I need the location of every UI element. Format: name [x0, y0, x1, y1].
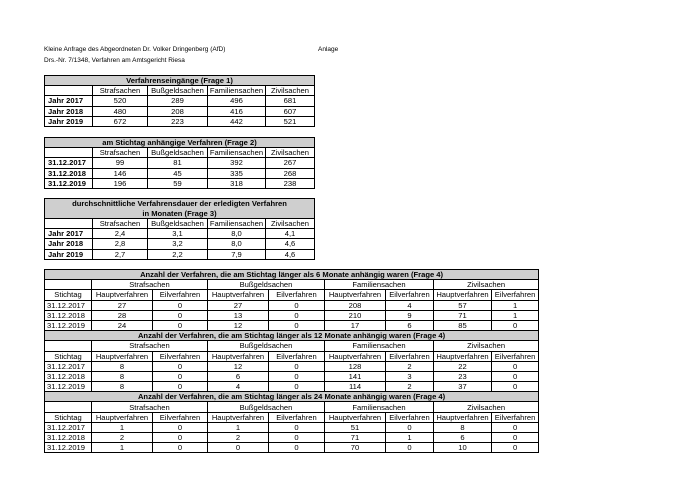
cell: 13 [208, 310, 269, 320]
cell: 210 [325, 310, 386, 320]
group-header: Strafsachen [92, 402, 208, 412]
group-header-row [45, 402, 539, 412]
table-row [45, 96, 315, 106]
sub-header-row [45, 412, 539, 422]
header-line2: Drs.-Nr. 7/1348, Verfahren am Amtsgericht Riesa [44, 57, 185, 64]
cell: 28 [92, 310, 153, 320]
cell: 672 [93, 116, 148, 126]
cell: 1 [208, 422, 269, 432]
cell: 71 [325, 433, 386, 443]
sub-header-row [45, 351, 539, 361]
cell: 22 [434, 361, 492, 371]
table-row [45, 229, 315, 239]
eilverfahren-header: Eilverfahren [386, 290, 434, 300]
cell: 0 [153, 422, 208, 432]
cell: 24 [92, 320, 153, 330]
hauptverfahren-header: Hauptverfahren [434, 412, 492, 422]
cell: 0 [153, 443, 208, 453]
table-row [45, 239, 315, 249]
col-header: Zivilsachen [266, 86, 315, 96]
cell: 128 [325, 361, 386, 371]
cell: 6 [208, 371, 269, 381]
group-header: Strafsachen [92, 280, 208, 290]
cell: 8 [92, 382, 153, 392]
stichtag-header: Stichtag [45, 412, 92, 422]
table-row [45, 422, 539, 432]
group-header: Strafsachen [92, 341, 208, 351]
table-lange-verfahren [44, 269, 539, 453]
cell: 335 [208, 168, 266, 178]
cell: 27 [92, 300, 153, 310]
cell: 0 [492, 382, 539, 392]
cell: 607 [266, 106, 315, 116]
hauptverfahren-header: Hauptverfahren [434, 351, 492, 361]
cell: 17 [325, 320, 386, 330]
table-title-row [45, 199, 315, 219]
cell: 8 [92, 361, 153, 371]
group-header-row [45, 341, 539, 351]
hauptverfahren-header: Hauptverfahren [92, 412, 153, 422]
header-empty-cell [45, 148, 93, 158]
hauptverfahren-header: Hauptverfahren [325, 351, 386, 361]
cell: 0 [269, 433, 325, 443]
section-title-row [45, 270, 539, 280]
cell: 9 [386, 310, 434, 320]
table-row [45, 443, 539, 453]
row-label: Jahr 2017 [45, 96, 93, 106]
table-row [45, 433, 539, 443]
cell: 318 [208, 178, 266, 188]
eilverfahren-header: Eilverfahren [492, 412, 539, 422]
table-row [45, 249, 315, 259]
cell: 3,1 [148, 229, 208, 239]
cell: 0 [153, 371, 208, 381]
eilverfahren-header: Eilverfahren [269, 290, 325, 300]
table-header-row [45, 148, 315, 158]
row-date: 31.12.2019 [45, 382, 92, 392]
cell: 141 [325, 371, 386, 381]
cell: 0 [208, 443, 269, 453]
row-label: Jahr 2017 [45, 229, 93, 239]
row-label: 31.12.2018 [45, 168, 93, 178]
table-header-row [45, 86, 315, 96]
table-title: Verfahrenseingänge (Frage 1) [45, 76, 315, 86]
group-header: Familiensachen [325, 402, 434, 412]
table-row [45, 371, 539, 381]
header-empty-cell [45, 341, 92, 351]
group-header: Familiensachen [325, 341, 434, 351]
eilverfahren-header: Eilverfahren [269, 351, 325, 361]
table-row [45, 168, 315, 178]
cell: 1 [386, 433, 434, 443]
eilverfahren-header: Eilverfahren [492, 351, 539, 361]
cell: 0 [269, 310, 325, 320]
table-title-row [45, 76, 315, 86]
section-title: Anzahl der Verfahren, die am Stichtag länger als 6 Monate anhängig waren (Frage 4) [45, 270, 539, 280]
cell: 10 [434, 443, 492, 453]
row-label: Jahr 2019 [45, 249, 93, 259]
cell: 45 [148, 168, 208, 178]
hauptverfahren-header: Hauptverfahren [325, 290, 386, 300]
col-header: Strafsachen [93, 148, 148, 158]
header-empty-cell [45, 280, 92, 290]
cell: 4 [386, 300, 434, 310]
row-date: 31.12.2017 [45, 300, 92, 310]
cell: 146 [93, 168, 148, 178]
cell: 0 [492, 320, 539, 330]
header-empty-cell [45, 402, 92, 412]
table-row [45, 300, 539, 310]
cell: 289 [148, 96, 208, 106]
cell: 6 [386, 320, 434, 330]
cell: 4 [208, 382, 269, 392]
table-anhaengige-verfahren [44, 137, 315, 189]
cell: 0 [492, 443, 539, 453]
row-label: Jahr 2018 [45, 106, 93, 116]
hauptverfahren-header: Hauptverfahren [208, 290, 269, 300]
cell: 59 [148, 178, 208, 188]
hauptverfahren-header: Hauptverfahren [208, 351, 269, 361]
cell: 0 [492, 433, 539, 443]
eilverfahren-header: Eilverfahren [492, 290, 539, 300]
cell: 0 [492, 361, 539, 371]
cell: 27 [208, 300, 269, 310]
eilverfahren-header: Eilverfahren [269, 412, 325, 422]
cell: 0 [492, 371, 539, 381]
cell: 114 [325, 382, 386, 392]
col-header: Bußgeldsachen [148, 219, 208, 229]
group-header: Zivilsachen [434, 280, 539, 290]
cell: 2,2 [148, 249, 208, 259]
table-title-line2: in Monaten (Frage 3) [142, 208, 217, 218]
row-date: 31.12.2018 [45, 433, 92, 443]
cell: 2 [208, 433, 269, 443]
cell: 520 [93, 96, 148, 106]
header-empty-cell [45, 86, 93, 96]
cell: 0 [269, 361, 325, 371]
table-row [45, 320, 539, 330]
header-line1: Kleine Anfrage des Abgeordneten Dr. Volker Dringenberg (AfD) [44, 46, 226, 53]
row-label: Jahr 2019 [45, 116, 93, 126]
section-title-row [45, 392, 539, 402]
table-row [45, 178, 315, 188]
cell: 0 [269, 371, 325, 381]
cell: 3 [386, 371, 434, 381]
cell: 0 [492, 422, 539, 432]
sub-header-row [45, 290, 539, 300]
cell: 8,0 [208, 239, 266, 249]
group-header: Zivilsachen [434, 341, 539, 351]
cell: 238 [266, 178, 315, 188]
cell: 6 [434, 433, 492, 443]
eilverfahren-header: Eilverfahren [153, 290, 208, 300]
cell: 71 [434, 310, 492, 320]
cell: 480 [93, 106, 148, 116]
hauptverfahren-header: Hauptverfahren [92, 290, 153, 300]
col-header: Zivilsachen [266, 219, 315, 229]
cell: 0 [153, 310, 208, 320]
eilverfahren-header: Eilverfahren [153, 412, 208, 422]
cell: 196 [93, 178, 148, 188]
cell: 4,6 [266, 249, 315, 259]
hauptverfahren-header: Hauptverfahren [434, 290, 492, 300]
cell: 70 [325, 443, 386, 453]
cell: 0 [153, 361, 208, 371]
cell: 4,6 [266, 239, 315, 249]
cell: 2,8 [93, 239, 148, 249]
row-date: 31.12.2018 [45, 371, 92, 381]
row-label: 31.12.2017 [45, 158, 93, 168]
cell: 496 [208, 96, 266, 106]
table-row [45, 106, 315, 116]
table-verfahrenseingaenge [44, 75, 315, 127]
hauptverfahren-header: Hauptverfahren [325, 412, 386, 422]
cell: 268 [266, 168, 315, 178]
cell: 267 [266, 158, 315, 168]
table-header-row [45, 219, 315, 229]
cell: 521 [266, 116, 315, 126]
cell: 4,1 [266, 229, 315, 239]
cell: 416 [208, 106, 266, 116]
section-title: Anzahl der Verfahren, die am Stichtag länger als 24 Monate anhängig waren (Frage 4) [45, 392, 539, 402]
section-title: Anzahl der Verfahren, die am Stichtag länger als 12 Monate anhängig waren (Frage 4) [45, 331, 539, 341]
cell: 8,0 [208, 229, 266, 239]
cell: 85 [434, 320, 492, 330]
col-header: Strafsachen [93, 86, 148, 96]
row-date: 31.12.2019 [45, 320, 92, 330]
cell: 0 [386, 443, 434, 453]
row-label: Jahr 2018 [45, 239, 93, 249]
cell: 0 [153, 382, 208, 392]
cell: 81 [148, 158, 208, 168]
cell: 37 [434, 382, 492, 392]
cell: 442 [208, 116, 266, 126]
cell: 0 [386, 422, 434, 432]
stichtag-header: Stichtag [45, 290, 92, 300]
cell: 51 [325, 422, 386, 432]
row-date: 31.12.2018 [45, 310, 92, 320]
cell: 208 [148, 106, 208, 116]
col-header: Bußgeldsachen [148, 148, 208, 158]
cell: 12 [208, 361, 269, 371]
cell: 1 [92, 443, 153, 453]
cell: 0 [269, 422, 325, 432]
table-row [45, 310, 539, 320]
col-header: Familiensachen [208, 148, 266, 158]
cell: 12 [208, 320, 269, 330]
cell: 208 [325, 300, 386, 310]
cell: 1 [92, 422, 153, 432]
cell: 99 [93, 158, 148, 168]
cell: 2 [386, 361, 434, 371]
group-header: Familiensachen [325, 280, 434, 290]
cell: 3,2 [148, 239, 208, 249]
table-row [45, 116, 315, 126]
hauptverfahren-header: Hauptverfahren [92, 351, 153, 361]
group-header: Bußgeldsachen [208, 341, 325, 351]
table-title: am Stichtag anhängige Verfahren (Frage 2) [45, 138, 315, 148]
stichtag-header: Stichtag [45, 351, 92, 361]
row-date: 31.12.2019 [45, 443, 92, 453]
group-header-row [45, 280, 539, 290]
cell: 1 [492, 310, 539, 320]
col-header: Zivilsachen [266, 148, 315, 158]
group-header: Bußgeldsachen [208, 402, 325, 412]
col-header: Familiensachen [208, 219, 266, 229]
cell: 7,9 [208, 249, 266, 259]
group-header: Zivilsachen [434, 402, 539, 412]
cell: 2 [92, 433, 153, 443]
col-header: Familiensachen [208, 86, 266, 96]
cell: 57 [434, 300, 492, 310]
col-header: Bußgeldsachen [148, 86, 208, 96]
section-title-row [45, 331, 539, 341]
hauptverfahren-header: Hauptverfahren [208, 412, 269, 422]
eilverfahren-header: Eilverfahren [153, 351, 208, 361]
cell: 0 [269, 382, 325, 392]
cell: 8 [92, 371, 153, 381]
table-title-line1: durchschnittliche Verfahrensdauer der erledigten Verfahren [72, 199, 287, 208]
cell: 223 [148, 116, 208, 126]
col-header: Strafsachen [93, 219, 148, 229]
header-empty-cell [45, 219, 93, 229]
row-label: 31.12.2019 [45, 178, 93, 188]
cell: 0 [269, 320, 325, 330]
table-row [45, 361, 539, 371]
table-verfahrensdauer [44, 198, 315, 260]
table-title-row [45, 138, 315, 148]
table-row [45, 382, 539, 392]
table-title [45, 199, 315, 219]
group-header: Bußgeldsachen [208, 280, 325, 290]
cell: 23 [434, 371, 492, 381]
header-anlage: Anlage [318, 46, 339, 53]
eilverfahren-header: Eilverfahren [386, 351, 434, 361]
cell: 2,7 [93, 249, 148, 259]
cell: 0 [153, 300, 208, 310]
cell: 0 [269, 443, 325, 453]
cell: 1 [492, 300, 539, 310]
cell: 0 [269, 300, 325, 310]
row-date: 31.12.2017 [45, 361, 92, 371]
cell: 2,4 [93, 229, 148, 239]
table-row [45, 158, 315, 168]
cell: 0 [153, 433, 208, 443]
cell: 0 [153, 320, 208, 330]
cell: 2 [386, 382, 434, 392]
row-date: 31.12.2017 [45, 422, 92, 432]
eilverfahren-header: Eilverfahren [386, 412, 434, 422]
cell: 681 [266, 96, 315, 106]
cell: 392 [208, 158, 266, 168]
cell: 8 [434, 422, 492, 432]
